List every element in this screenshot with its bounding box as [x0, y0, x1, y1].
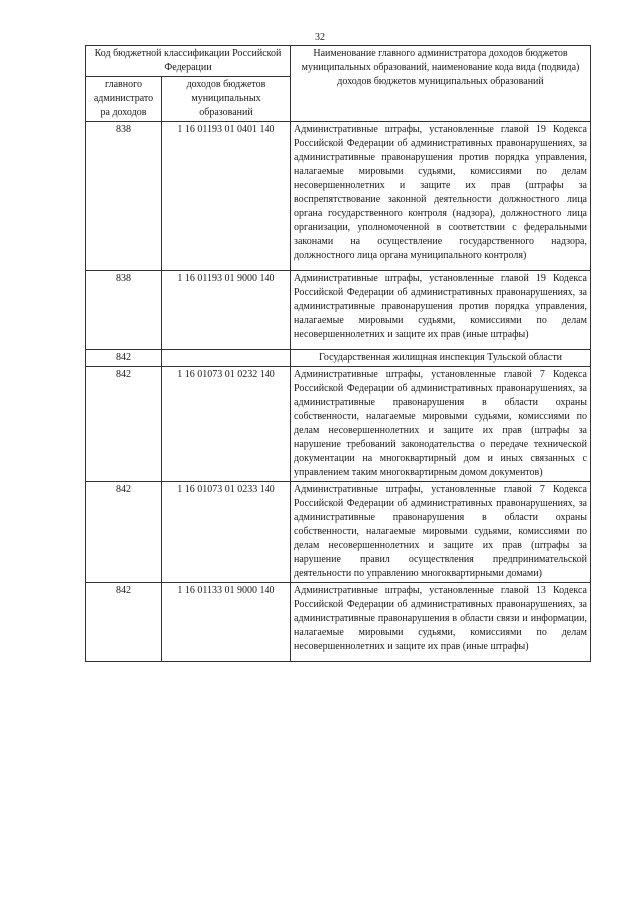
- table-row: [86, 482, 591, 583]
- name-column-header: Наименование главного администратора доходов бюджетов муниципальных образований, наименование кода вида (подвида) доходов бюджетов муниципальных образований: [291, 46, 591, 122]
- admin-code-cell: 842: [86, 583, 162, 662]
- kbk-group-header: Код бюджетной классификации Российской Федерации: [86, 46, 291, 77]
- admin-code-cell: 842: [86, 367, 162, 482]
- table-row: [86, 122, 591, 271]
- table-body: [86, 122, 591, 662]
- description-cell: [291, 367, 591, 482]
- department-name-cell: Государственная жилищная инспекция Тульской области: [291, 350, 591, 367]
- admin-code-cell: 842: [86, 482, 162, 583]
- table-row: [86, 583, 591, 662]
- description-text: Административные штрафы, установленные главой 13 Кодекса Российской Федерации об административных правонарушениях, за административные правонарушения в области связи и информации, налагаемые мировыми судьями, комиссиями по делам несовершеннолетних и защите их прав (иные штрафы): [294, 585, 587, 652]
- income-code-cell: 1 16 01073 01 0233 140: [162, 482, 291, 583]
- admin-code-cell: 838: [86, 122, 162, 271]
- income-code-cell: 1 16 01193 01 9000 140: [162, 271, 291, 350]
- description-text: Административные штрафы, установленные главой 7 Кодекса Российской Федерации об административных правонарушениях, за административные правонарушения в области охраны собственности, налагаемые мировыми судьями, комиссиями по делам несовершеннолетних и защите их прав (штрафы за нарушение правил осуществления предпринимательской деятельности по управлению многоквартирными домами): [294, 484, 587, 579]
- income-code-cell: 1 16 01133 01 9000 140: [162, 583, 291, 662]
- description-cell: [291, 583, 591, 662]
- description-text: Административные штрафы, установленные главой 19 Кодекса Российской Федерации об административных правонарушениях, за административные правонарушения против порядка управления, налагаемые мировыми судьями, комиссиями по делам несовершеннолетних и защите их прав (иные штрафы): [294, 273, 587, 340]
- admin-column-header: главного администрато ра доходов: [86, 77, 162, 122]
- description-cell: [291, 271, 591, 350]
- admin-code-cell: 842: [86, 350, 162, 367]
- table-row: [86, 271, 591, 350]
- description-text: Административные штрафы, установленные главой 19 Кодекса Российской Федерации об административных правонарушениях, за административные правонарушения против порядка управления, налагаемые мировыми судьями, комиссиями по делам несовершеннолетних и защите их прав (штрафы за воспрепятствование законной деятельности должностного лица органа государственного контроля (надзора), должностного лица организации, уполномоченной в соответствии с федеральными законами на осуществление государственного надзора, должностного лица органа муниципального контроля): [294, 124, 587, 261]
- admin-code-cell: 838: [86, 271, 162, 350]
- income-code-cell: 1 16 01193 01 0401 140: [162, 122, 291, 271]
- description-cell: [291, 482, 591, 583]
- table-row: [86, 367, 591, 482]
- page-number: 32: [315, 32, 325, 43]
- description-text: Административные штрафы, установленные главой 7 Кодекса Российской Федерации об административных правонарушениях, за административные правонарушения в области охраны собственности, налагаемые мировыми судьями, комиссиями по делам несовершеннолетних и защите их прав (штрафы за нарушение требований законодательства о передаче технической документации на многоквартирный дом и иных связанных с управлением таким многоквартирным домом документов): [294, 369, 587, 478]
- department-row: [86, 350, 591, 367]
- income-code-cell: [162, 350, 291, 367]
- description-cell: [291, 122, 591, 271]
- income-column-header: доходов бюджетов муниципальных образований: [162, 77, 291, 122]
- budget-classification-table: [85, 45, 591, 662]
- income-code-cell: 1 16 01073 01 0232 140: [162, 367, 291, 482]
